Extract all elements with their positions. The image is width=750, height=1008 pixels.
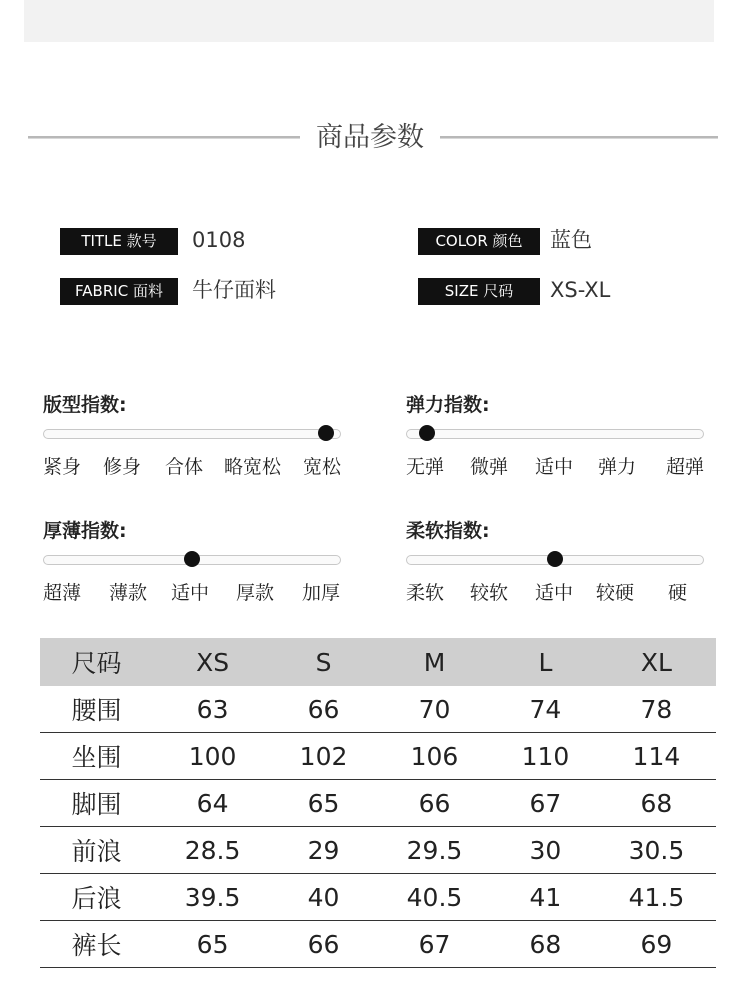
table-cell: 70 bbox=[375, 686, 494, 733]
table-cell: 100 bbox=[153, 733, 272, 780]
table-cell: 66 bbox=[272, 686, 375, 733]
table-row bbox=[40, 827, 716, 874]
table-cell: 坐围 bbox=[40, 733, 153, 780]
section-title: 商品参数 bbox=[316, 122, 424, 153]
header-cell: L bbox=[494, 638, 597, 686]
thickness-option: 薄款 bbox=[109, 582, 148, 604]
thickness-option: 加厚 bbox=[302, 582, 341, 604]
table-cell: 64 bbox=[153, 780, 272, 827]
table-cell: 39.5 bbox=[153, 874, 272, 921]
spec-title-value: 0108 bbox=[192, 228, 246, 252]
fit-scale-title: 版型指数: bbox=[43, 394, 127, 416]
spec-fabric-label: FABRIC 面料 bbox=[60, 278, 178, 305]
stretch-option: 微弹 bbox=[470, 456, 509, 478]
fit-scale-track bbox=[43, 429, 341, 439]
table-cell: 78 bbox=[597, 686, 716, 733]
table-cell: 106 bbox=[375, 733, 494, 780]
softness-scale-indicator bbox=[547, 551, 563, 567]
table-cell: 68 bbox=[597, 780, 716, 827]
top-banner bbox=[24, 0, 714, 42]
table-cell: 74 bbox=[494, 686, 597, 733]
thickness-option: 超薄 bbox=[43, 582, 82, 604]
table-cell: 28.5 bbox=[153, 827, 272, 874]
table-cell: 40.5 bbox=[375, 874, 494, 921]
table-cell: 29.5 bbox=[375, 827, 494, 874]
fit-option: 合体 bbox=[165, 456, 204, 478]
thickness-scale-options bbox=[43, 578, 353, 604]
spec-size-label: SIZE 尺码 bbox=[418, 278, 540, 305]
softness-scale-title: 柔软指数: bbox=[406, 520, 490, 542]
heading-divider-right bbox=[440, 136, 718, 139]
softness-option: 硬 bbox=[668, 582, 688, 604]
stretch-option: 适中 bbox=[535, 456, 574, 478]
table-cell: 65 bbox=[153, 921, 272, 968]
table-cell: 68 bbox=[494, 921, 597, 968]
header-cell: XL bbox=[597, 638, 716, 686]
table-cell: 腰围 bbox=[40, 686, 153, 733]
stretch-scale-indicator bbox=[419, 425, 435, 441]
fit-option: 宽松 bbox=[303, 456, 342, 478]
header-cell: S bbox=[272, 638, 375, 686]
stretch-option: 无弹 bbox=[406, 456, 445, 478]
table-cell: 30.5 bbox=[597, 827, 716, 874]
table-cell: 110 bbox=[494, 733, 597, 780]
table-cell: 裤长 bbox=[40, 921, 153, 968]
table-row bbox=[40, 780, 716, 827]
spec-fabric-value: 牛仔面料 bbox=[192, 278, 276, 302]
table-cell: 67 bbox=[494, 780, 597, 827]
stretch-scale-options bbox=[406, 452, 716, 478]
table-cell: 63 bbox=[153, 686, 272, 733]
fit-option: 修身 bbox=[103, 456, 142, 478]
thickness-scale-indicator bbox=[184, 551, 200, 567]
size-table bbox=[40, 638, 716, 968]
table-cell: 前浪 bbox=[40, 827, 153, 874]
table-cell: 30 bbox=[494, 827, 597, 874]
header-cell: M bbox=[375, 638, 494, 686]
table-cell: 41.5 bbox=[597, 874, 716, 921]
header-cell: XS bbox=[153, 638, 272, 686]
heading-divider-left bbox=[28, 136, 300, 139]
table-cell: 脚围 bbox=[40, 780, 153, 827]
table-cell: 后浪 bbox=[40, 874, 153, 921]
softness-scale-options bbox=[406, 578, 716, 604]
stretch-scale-title: 弹力指数: bbox=[406, 394, 490, 416]
table-row bbox=[40, 874, 716, 921]
header-cell: 尺码 bbox=[40, 638, 153, 686]
table-row bbox=[40, 921, 716, 968]
table-cell: 114 bbox=[597, 733, 716, 780]
table-cell: 66 bbox=[375, 780, 494, 827]
table-row bbox=[40, 733, 716, 780]
table-cell: 65 bbox=[272, 780, 375, 827]
spec-size-value: XS-XL bbox=[550, 278, 611, 302]
thickness-scale-title: 厚薄指数: bbox=[43, 520, 127, 542]
thickness-option: 厚款 bbox=[236, 582, 275, 604]
table-cell: 69 bbox=[597, 921, 716, 968]
size-table-header bbox=[40, 638, 716, 686]
softness-option: 较软 bbox=[470, 582, 509, 604]
stretch-option: 超弹 bbox=[666, 456, 705, 478]
table-cell: 67 bbox=[375, 921, 494, 968]
section-heading bbox=[0, 118, 750, 158]
softness-option: 柔软 bbox=[406, 582, 445, 604]
spec-color-value: 蓝色 bbox=[550, 228, 592, 252]
table-row bbox=[40, 686, 716, 733]
table-cell: 66 bbox=[272, 921, 375, 968]
table-cell: 41 bbox=[494, 874, 597, 921]
table-cell: 40 bbox=[272, 874, 375, 921]
spec-color-label: COLOR 颜色 bbox=[418, 228, 540, 255]
softness-option: 适中 bbox=[535, 582, 574, 604]
table-cell: 102 bbox=[272, 733, 375, 780]
fit-option: 略宽松 bbox=[224, 456, 282, 478]
table-cell: 29 bbox=[272, 827, 375, 874]
fit-scale-indicator bbox=[318, 425, 334, 441]
stretch-scale-track bbox=[406, 429, 704, 439]
softness-option: 较硬 bbox=[596, 582, 635, 604]
spec-title-label: TITLE 款号 bbox=[60, 228, 178, 255]
thickness-option: 适中 bbox=[171, 582, 210, 604]
stretch-option: 弹力 bbox=[598, 456, 637, 478]
fit-option: 紧身 bbox=[43, 456, 82, 478]
fit-scale-options bbox=[43, 452, 353, 478]
